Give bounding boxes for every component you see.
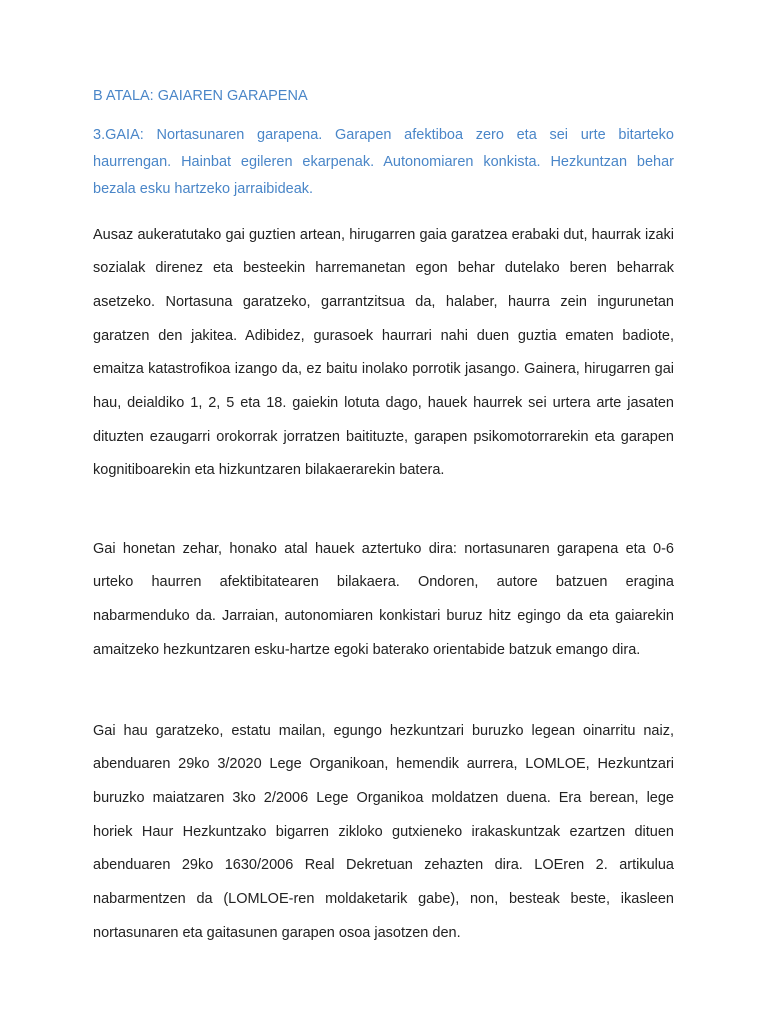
body-paragraph: Gai honetan zehar, honako atal hauek aztertuko dira: nortasunaren garapena eta 0-6 urteko haurren afektibitatearen bilakaera. Ondoren, autore batzuen eragina nabarmenduko da. Jarraian, autonomiaren konkistari buruz hitz egingo da eta gaiarekin amaitzeko hezkuntzaren esku-hartze egoki baterako orientabide batzuk emango dira. [93,540,674,658]
section-title: B ATALA: GAIAREN GARAPENA [93,88,308,104]
body-paragraph: Gai hau garatzeko, estatu mailan, egungo hezkuntzari buruzko legean oinarritu naiz, abenduaren 29ko 3/2020 Lege Organikoan, hemendik aurrera, LOMLOE, Hezkuntzari buruzko maiatzaren 3ko 2/2006 Lege Organikoa moldatzen duena. Era berean, lege horiek Haur Hezkuntzako bigarren zikloko gutxieneko irakaskuntzak ezartzen dituen abenduaren 29ko 1630/2006 Real Dekretuan zehazten dira. LOEren 2. artikulua nabarmentzen da (LOMLOE-ren moldaketarik gabe), non, besteak beste, ikasleen nortasunaren eta gaitasunen garapen osoa jasotzen den. [93,722,674,941]
body-paragraph: Ausaz aukeratutako gai guztien artean, hirugarren gaia garatzea erabaki dut, haurrak izaki sozialak direnez eta besteekin harremanetan egon behar dutelako beren beharrak asetzeko. Nortasuna garatzeko, garrantzitsua da, halaber, haurra zein ingurunetan garatzen den jakitea. Adibidez, gurasoek haurrari nahi duen guztia ematen badiote, emaitza katastrofikoa izango da, ez baitu inolako porrotik jasango. Gainera, hirugarren gai hau, deialdiko 1, 2, 5 eta 18. gaiekin lotuta dago, hauek haurrek sei urtera arte jasaten dituzten ezaugarri orokorrak jorratzen baitituzte, garapen psikomotorrarekin eta garapen kognitiboarekin eta hizkuntzaren bilakaerarekin batera. [93,226,674,479]
topic-heading: 3.GAIA: Nortasunaren garapena. Garapen afektiboa zero eta sei urte bitarteko haurrengan. Hainbat egileren ekarpenak. Autonomiaren konkista. Hezkuntzan behar bezala esku hartzeko jarraibideak. [93,127,674,197]
